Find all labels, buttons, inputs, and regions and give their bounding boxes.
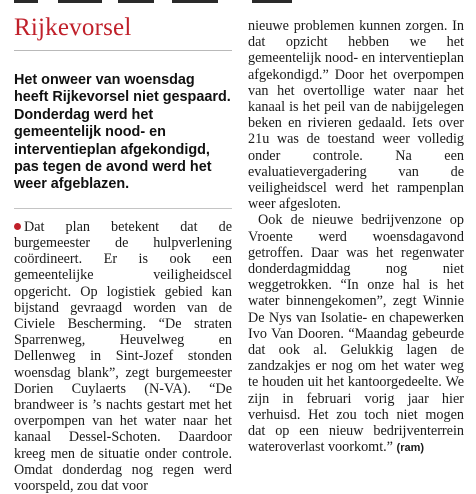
headline-divider	[14, 50, 232, 51]
article-headline: Rijkevorsel	[14, 14, 132, 41]
lead-divider	[14, 208, 232, 209]
red-bullet-icon	[14, 223, 21, 230]
article-body-paragraph-3	[248, 212, 464, 456]
article-body-paragraph-1	[14, 219, 232, 494]
body-text-right: Ook de nieuwe bedrijvenzone op Vroente werd woensdagavond getroffen. Daar was het regenwater donderdagmiddag nog niet weggetrokken. “In onze hal is het water binnengekomen”, zegt Winnie De Nys van Isolatie- en chapewerken Ivo Van Dooren. “Maandag gebeurde dat ook al. Gelukkig lagen de zandzakjes er nog om het water weg te houden uit het kantoorgedeelte. We zijn in februari vorig jaar hier verhuisd. Het zou toch niet mogen dat op een nieuw bedrijventerrein wateroverlast voorkomt.”	[248, 212, 464, 456]
article-right-column	[248, 18, 464, 456]
article-body-paragraph-2: nieuwe problemen kunnen zorgen. In dat opzicht hebben we het gemeentelijk nood- en interventieplan afgekondigd.” Door het overpompen van het overtollige water naar het kanaal is het peil van de nabijgelegen beken en rivieren gedaald. Iets over 21u was de toestand weer volledig onder controle. Na een evaluatievergadering van de veiligheidscel werd het rampenplan weer afgesloten.	[248, 18, 464, 213]
body-text-left: Dat plan betekent dat de burgemeester de hulpverlening coördineert. Er is ook een gemeentelijke veiligheidscel opgericht. Op logistiek gebied kan bijstand gevraagd worden van de Civiele Bescherming. “De straten Sparrenweg, Heuvelweg en Dellenweg in Sint-Jozef stonden woensdag blank”, zegt burgemeester Dorien Cuylaerts (N-VA). “De brandweer is ’s nachts gestart met het overpompen van het water naar het kanaal Dessel-Schoten. Daardoor kreeg men de situatie onder controle. Omdat donderdag nog regen werd voorspeld, zou dat voor	[14, 218, 232, 494]
article-lead: Het onweer van woensdag heeft Rijkevorsel niet gespaard. Donderdag werd het gemeentelijk nood- en interventieplan afgekondigd, pas tegen de avond werd het weer afgeblazen.	[14, 72, 231, 193]
article-left-column	[14, 0, 232, 494]
author-signature: (ram)	[396, 442, 425, 455]
